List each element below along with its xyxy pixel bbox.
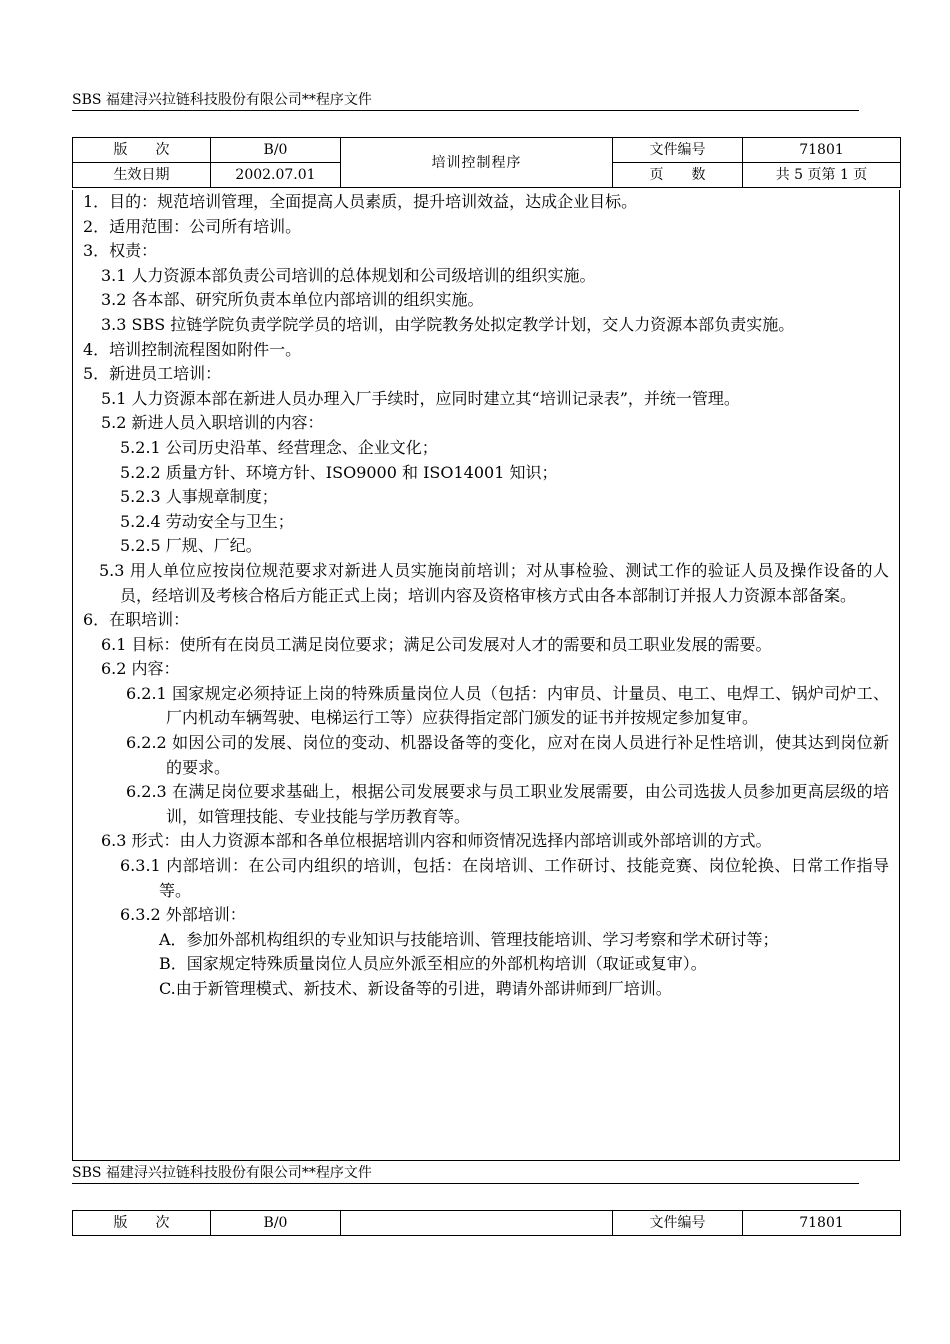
section-5: 5．新进员工培训： bbox=[83, 364, 222, 384]
blank-cell bbox=[341, 1211, 613, 1236]
date-label: 生效日期 bbox=[73, 163, 211, 188]
section-3: 3．权责： bbox=[83, 241, 158, 261]
clause-6-2: 6.2 内容： bbox=[101, 659, 180, 679]
clause-5-3: 5.3 用人单位应按岗位规范要求对新进人员实施岗前培训；对从事检验、测试工作的验证人员及操作设备的人员，经培训及考核合格后方能正式上岗；培训内容及资格审核方式由各本部制订并报人力资源本部备案。 bbox=[99, 560, 889, 605]
docno-label-2: 文件编号 bbox=[613, 1211, 743, 1236]
clause-3-2: 3.2 各本部、研究所负责本单位内部培训的组织实施。 bbox=[101, 290, 484, 310]
version-value-2: B/0 bbox=[211, 1211, 341, 1236]
section-2: 2．适用范围：公司所有培训。 bbox=[83, 216, 302, 236]
item-a: A．参加外部机构组织的专业知识与技能培训、管理技能培训、学习考察和学术研讨等； bbox=[159, 929, 779, 949]
page-header: SBS 福建浔兴拉链科技股份有限公司**程序文件 bbox=[72, 91, 859, 111]
date-value: 2002.07.01 bbox=[211, 163, 341, 188]
docno-label: 文件编号 bbox=[613, 138, 743, 163]
docno-value-2: 71801 bbox=[743, 1211, 901, 1236]
docno-value: 71801 bbox=[743, 138, 901, 163]
clause-6-3: 6.3 形式：由人力资源本部和各单位根据培训内容和师资情况选择内部培训或外部培训的方式。 bbox=[101, 831, 772, 851]
section-6: 6．在职培训： bbox=[83, 610, 190, 630]
clause-6-3-2: 6.3.2 外部培训： bbox=[120, 905, 246, 925]
version-value: B/0 bbox=[211, 138, 341, 163]
pages-value: 共 5 页第 1 页 bbox=[743, 163, 901, 188]
clause-5-2-3: 5.2.3 人事规章制度； bbox=[120, 487, 278, 507]
version-label: 版 次 bbox=[73, 138, 211, 163]
clause-6-3-1: 6.3.1 内部培训：在公司内组织的培训，包括：在岗培训、工作研讨、技能竞赛、岗位轮换、日常工作指导等。 bbox=[120, 856, 889, 900]
clause-5-2: 5.2 新进人员入职培训的内容： bbox=[101, 413, 324, 433]
item-b: B．国家规定特殊质量岗位人员应外派至相应的外部机构培训（取证或复审）。 bbox=[159, 954, 707, 974]
item-c: C.由于新管理模式、新技术、新设备等的引进，聘请外部讲师到厂培训。 bbox=[159, 979, 672, 998]
clause-5-2-5: 5.2.5 厂规、厂纪。 bbox=[120, 536, 262, 556]
pages-label: 页 数 bbox=[613, 163, 743, 188]
section-1: 1．目的：规范培训管理，全面提高人员素质，提升培训效益，达成企业目标。 bbox=[83, 192, 638, 211]
document-body bbox=[72, 190, 900, 1161]
page-header-2: SBS 福建浔兴拉链科技股份有限公司**程序文件 bbox=[72, 1164, 859, 1184]
section-4: 4．培训控制流程图如附件一。 bbox=[83, 339, 302, 359]
clause-6-2-2: 6.2.2 如因公司的发展、岗位的变动、机器设备等的变化，应对在岗人员进行补足性培训，使其达到岗位新的要求。 bbox=[126, 733, 889, 777]
clause-3-1: 3.1 人力资源本部负责公司培训的总体规划和公司级培训的组织实施。 bbox=[101, 265, 596, 285]
document-info-table bbox=[72, 137, 901, 188]
clause-6-2-3: 6.2.3 在满足岗位要求基础上，根据公司发展要求与员工职业发展需要，由公司选拔人员参加更高层级的培训，如管理技能、专业技能与学历教育等。 bbox=[126, 782, 889, 826]
clause-6-2-1: 6.2.1 国家规定必须持证上岗的特殊质量岗位人员（包括：内审员、计量员、电工、电焊工、锅炉司炉工、厂内机动车辆驾驶、电梯运行工等）应获得指定部门颁发的证书并按规定参加复审。 bbox=[126, 683, 889, 728]
clause-5-2-1: 5.2.1 公司历史沿革、经营理念、企业文化； bbox=[120, 437, 438, 457]
clause-5-1: 5.1 人力资源本部在新进人员办理入厂手续时，应同时建立其“培训记录表”，并统一管理。 bbox=[101, 388, 740, 408]
document-info-table-2 bbox=[72, 1210, 901, 1236]
version-label-2: 版 次 bbox=[73, 1211, 211, 1236]
document-title: 培训控制程序 bbox=[341, 138, 613, 188]
clause-5-2-4: 5.2.4 劳动安全与卫生； bbox=[120, 511, 294, 531]
clause-3-3: 3.3 SBS 拉链学院负责学院学员的培训，由学院教务处拟定教学计划，交人力资源本部负责实施。 bbox=[101, 314, 795, 334]
clause-6-1: 6.1 目标：使所有在岗员工满足岗位要求；满足公司发展对人才的需要和员工职业发展的需要。 bbox=[101, 634, 772, 654]
clause-5-2-2: 5.2.2 质量方针、环境方针、ISO9000 和 ISO14001 知识； bbox=[120, 462, 558, 482]
